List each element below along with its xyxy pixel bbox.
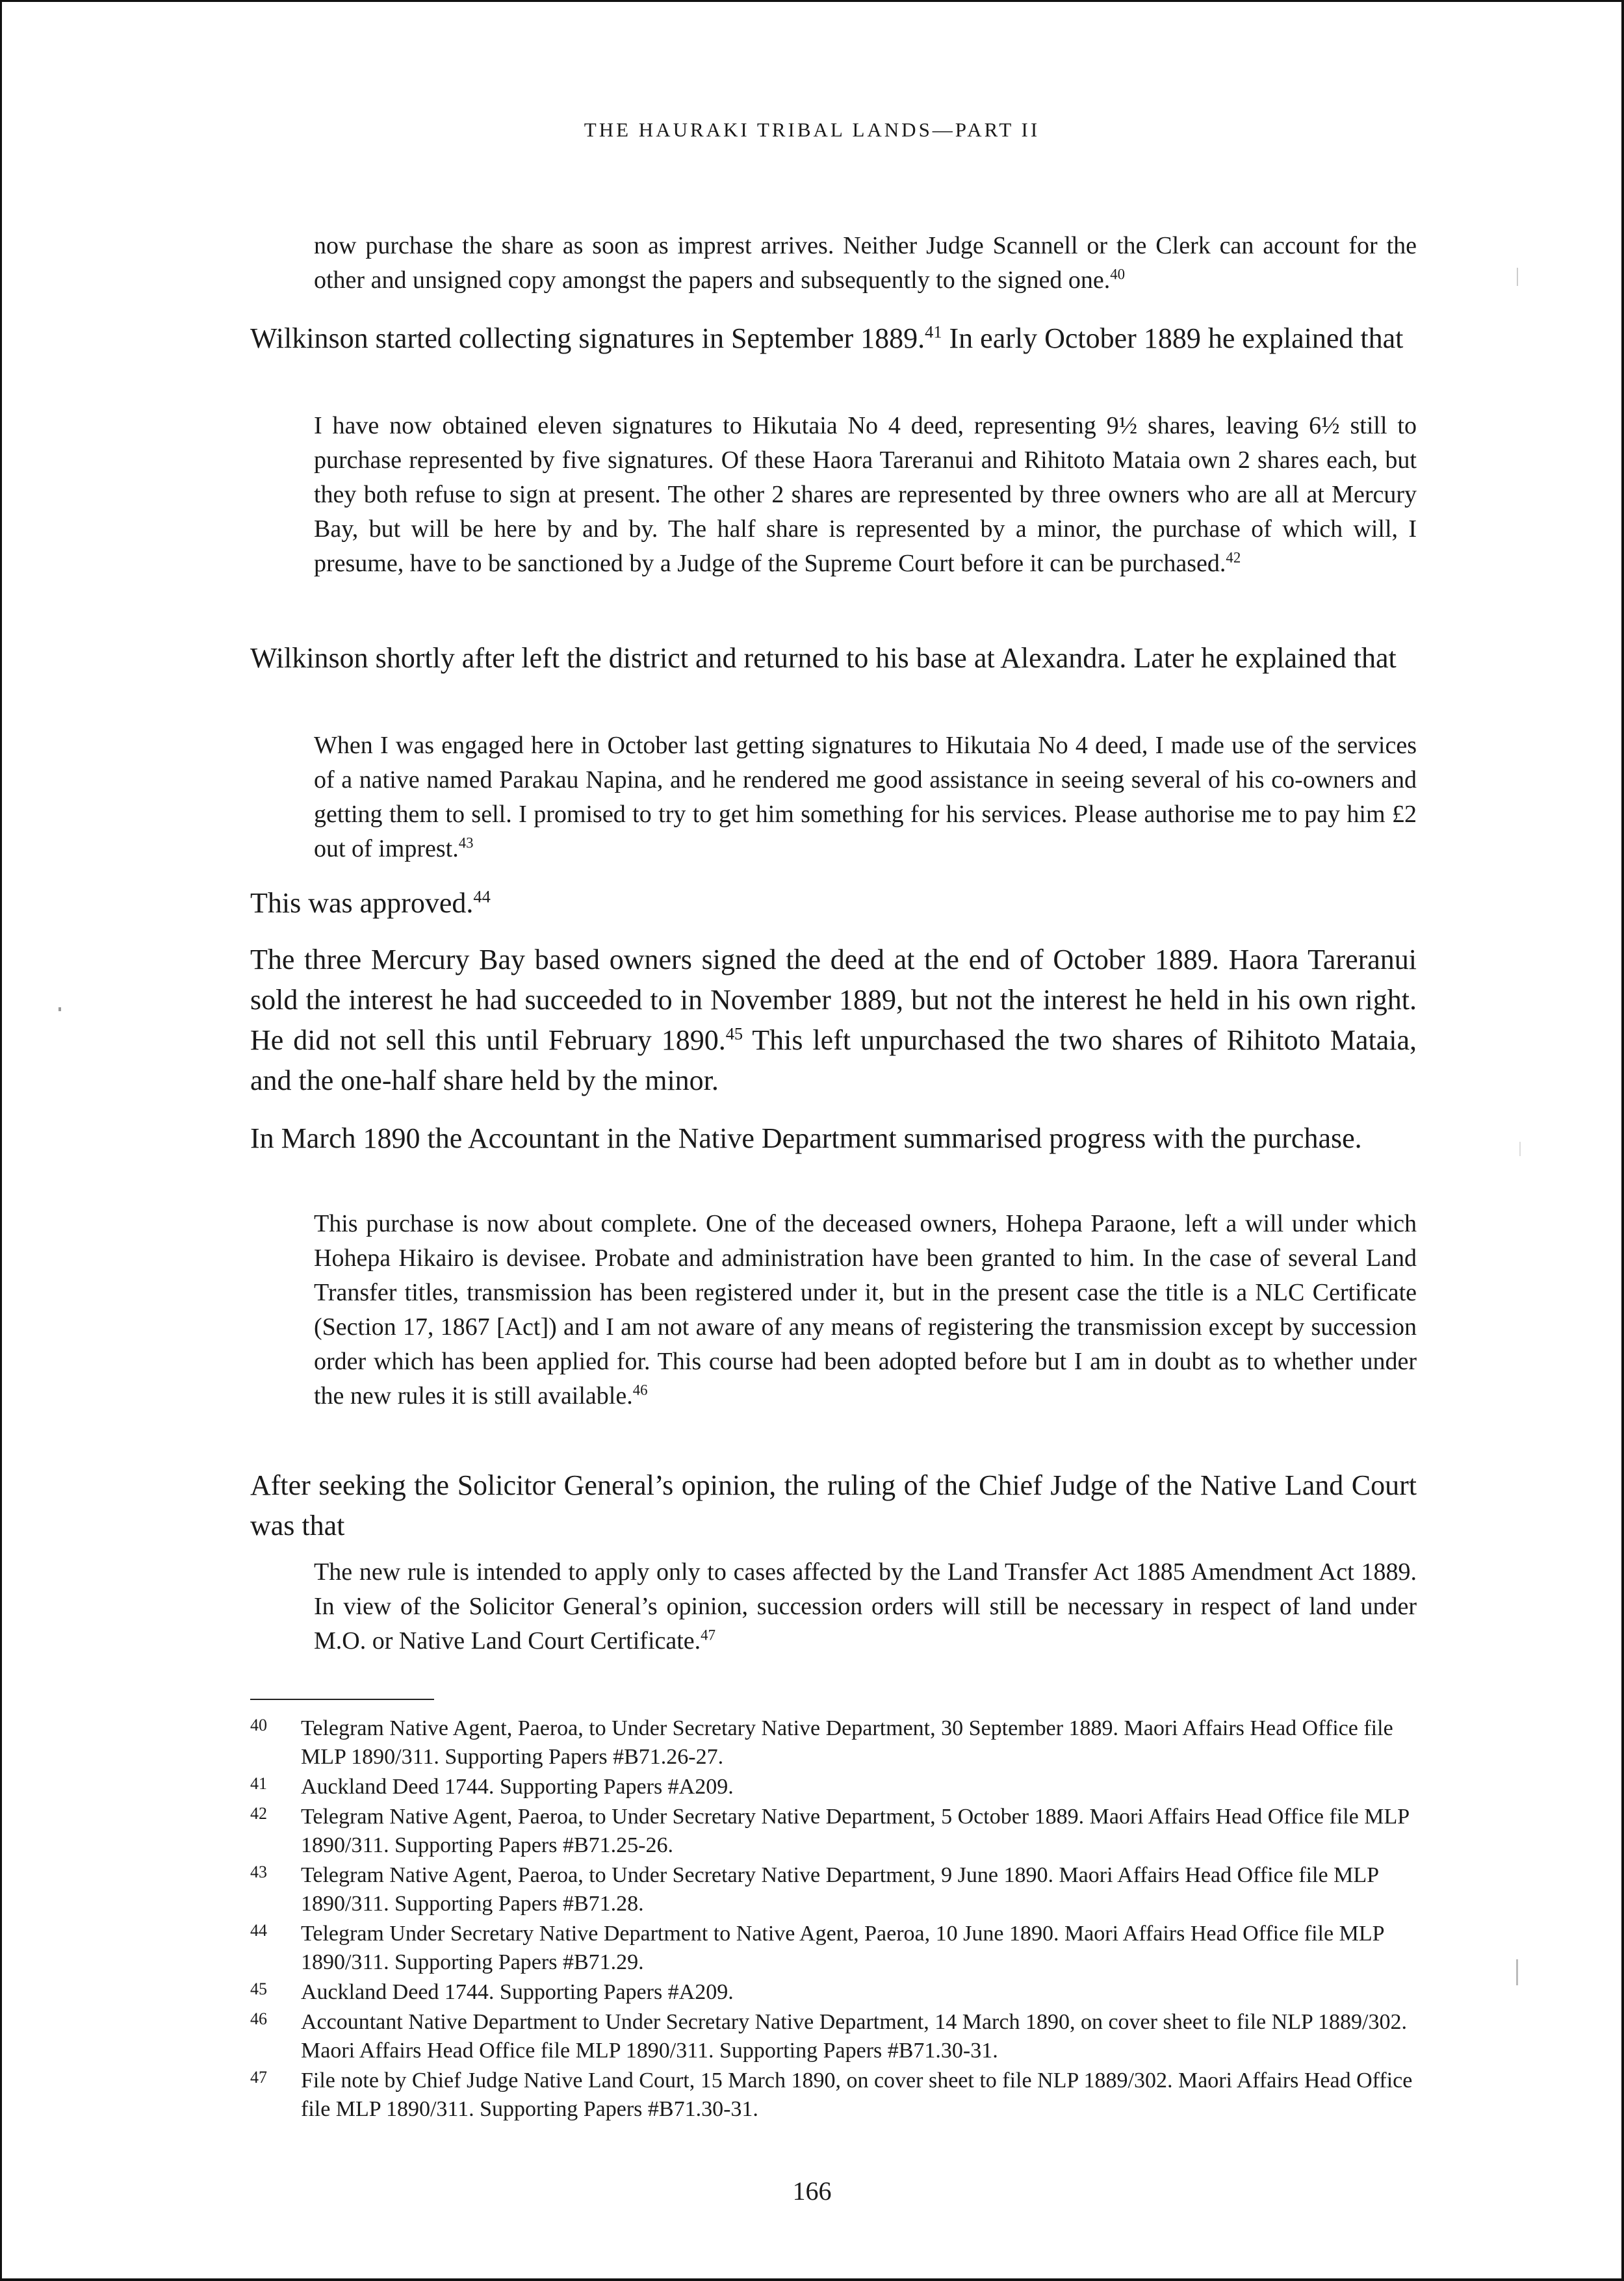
footnote-text: Telegram Under Secretary Native Department to Native Agent, Paeroa, 10 June 1890. Maori Affairs Head Office file MLP 1890/311. Supporting Papers #B71.29. <box>301 1922 1384 1974</box>
footnote-rule <box>250 1699 434 1700</box>
footnote-number: 43 <box>250 1862 267 1881</box>
page-border-left <box>0 0 2 2281</box>
footnote-text: File note by Chief Judge Native Land Court, 15 March 1890, on cover sheet to file NLP 1889/302. Maori Affairs Head Office file MLP 1890/311. Supporting Papers #B71.30-31. <box>301 2068 1413 2121</box>
footnote-number: 40 <box>250 1716 267 1734</box>
page-border-top <box>0 0 1624 2</box>
footnote-ref: 47 <box>701 1627 715 1643</box>
body-paragraph <box>250 883 1417 923</box>
footnote <box>250 2067 1417 2124</box>
paragraph-text: Wilkinson started collecting signatures in September 1889. <box>250 322 925 354</box>
footnote-text: Auckland Deed 1744. Supporting Papers #A209. <box>301 1980 734 2004</box>
page-border-right <box>1621 0 1624 2281</box>
block-quote <box>314 728 1417 866</box>
footnote-number: 44 <box>250 1921 267 1940</box>
body-paragraph <box>250 318 1417 359</box>
footnote-ref: 46 <box>632 1382 648 1398</box>
footnote-number: 46 <box>250 2009 267 2028</box>
block-quote <box>314 409 1417 581</box>
body-paragraph <box>250 638 1417 678</box>
body-paragraph <box>250 940 1417 1101</box>
footnote-ref: 41 <box>925 322 942 342</box>
block-quote <box>314 229 1417 298</box>
footnote-text: Telegram Native Agent, Paeroa, to Under Secretary Native Department, 9 June 1890. Maori Affairs Head Office file MLP 1890/311. Supporting Papers #B71.28. <box>301 1863 1378 1916</box>
footnote <box>250 1861 1417 1918</box>
paragraph-text-continued: This left unpurchased the two shares of Rihitoto Mataia, and the one-half share held by the minor. <box>250 1024 1417 1096</box>
footnote-text: Telegram Native Agent, Paeroa, to Under Secretary Native Department, 30 September 1889. Maori Affairs Head Office file MLP 1890/311. Supporting Papers #B71.26-27. <box>301 1716 1393 1769</box>
footnote-number: 45 <box>250 1979 267 1998</box>
footnotes <box>250 1714 1417 2125</box>
footnote-ref: 40 <box>1110 266 1126 283</box>
footnote <box>250 1773 1417 1801</box>
footnote-ref: 44 <box>473 886 491 907</box>
quote-text: now purchase the share as soon as imprest arrives. Neither Judge Scannell or the Clerk can account for the other and unsigned copy amongst the papers and subsequently to the signed one. <box>314 232 1417 294</box>
scan-speck <box>1517 268 1518 286</box>
scan-speck <box>58 1007 61 1011</box>
page-border-bottom <box>0 2278 1624 2281</box>
footnote <box>250 1714 1417 1772</box>
footnote-ref: 42 <box>1226 549 1241 566</box>
paragraph-text: Wilkinson shortly after left the district and returned to his base at Alexandra. Later he explained that <box>250 642 1397 674</box>
footnote-ref: 43 <box>458 834 474 851</box>
page-number: 166 <box>792 2176 832 2206</box>
quote-text: The new rule is intended to apply only to cases affected by the Land Transfer Act 1885 Amendment Act 1889. In view of the Solicitor General’s opinion, succession orders will still be necessary in respect of land under M.O. or Native Land Court Certificate. <box>314 1558 1417 1655</box>
footnote-number: 41 <box>250 1774 267 1793</box>
footnote-text: Telegram Native Agent, Paeroa, to Under Secretary Native Department, 5 October 1889. Maori Affairs Head Office file MLP 1890/311. Supporting Papers #B71.25-26. <box>301 1805 1409 1857</box>
footnote-number: 42 <box>250 1804 267 1823</box>
block-quote <box>314 1555 1417 1658</box>
paragraph-text: This was approved. <box>250 887 474 919</box>
quote-text: When I was engaged here in October last getting signatures to Hikutaia No 4 deed, I made use of the services of a native named Parakau Napina, and he rendered me good assistance in seeing several of his co-owners and getting them to sell. I promised to try to get him something for his services. Please authorise me to pay him £2 out of imprest. <box>314 732 1417 862</box>
body-paragraph <box>250 1465 1417 1546</box>
footnote-number: 47 <box>250 2068 267 2087</box>
block-quote <box>314 1207 1417 1413</box>
body-paragraph <box>250 1118 1417 1159</box>
footnote <box>250 1978 1417 2007</box>
footnote <box>250 2008 1417 2065</box>
paragraph-text: In March 1890 the Accountant in the Native Department summarised progress with the purchase. <box>250 1122 1362 1154</box>
footnote-text: Auckland Deed 1744. Supporting Papers #A209. <box>301 1775 734 1799</box>
quote-text: This purchase is now about complete. One of the deceased owners, Hohepa Paraone, left a will under which Hohepa Hikairo is devisee. Probate and administration have been granted to him. In the case of several Land Transfer titles, transmission has been registered under it, but in the present case the title is a NLC Certificate (Section 17, 1867 [Act]) and I am not aware of any means of registering the transmission except by succession order which has been applied for. This course had been adopted before but I am in doubt as to whether under the new rules it is still available. <box>314 1210 1417 1410</box>
scan-speck <box>1516 1959 1518 1985</box>
paragraph-text: After seeking the Solicitor General’s opinion, the ruling of the Chief Judge of the Native Land Court was that <box>250 1469 1417 1541</box>
scan-speck <box>1519 1142 1521 1156</box>
quote-text: I have now obtained eleven signatures to Hikutaia No 4 deed, representing 9½ shares, leaving 6½ still to purchase represented by five signatures. Of these Haora Tareranui and Rihitoto Mataia own 2 shares each, but they both refuse to sign at present. The other 2 shares are represented by three owners who are all at Mercury Bay, but will be here by and by. The half share is represented by a minor, the purchase of which will, I presume, have to be sanctioned by a Judge of the Supreme Court before it can be purchased. <box>314 412 1417 577</box>
paragraph-text-continued: In early October 1889 he explained that <box>942 322 1404 354</box>
footnote-ref: 45 <box>725 1024 743 1044</box>
paragraph-text: The three Mercury Bay based owners signed the deed at the end of October 1889. Haora Tareranui sold the interest he had succeeded to in November 1889, but not the interest he held in his own right. He did not sell this until February 1890. <box>250 944 1417 1056</box>
running-head: THE HAURAKI TRIBAL LANDS—PART II <box>584 118 1040 141</box>
footnote <box>250 1803 1417 1860</box>
footnote <box>250 1920 1417 1977</box>
footnote-text: Accountant Native Department to Under Secretary Native Department, 14 March 1890, on cover sheet to file NLP 1889/302. Maori Affairs Head Office file MLP 1890/311. Supporting Papers #B71.30-31. <box>301 2010 1407 2063</box>
